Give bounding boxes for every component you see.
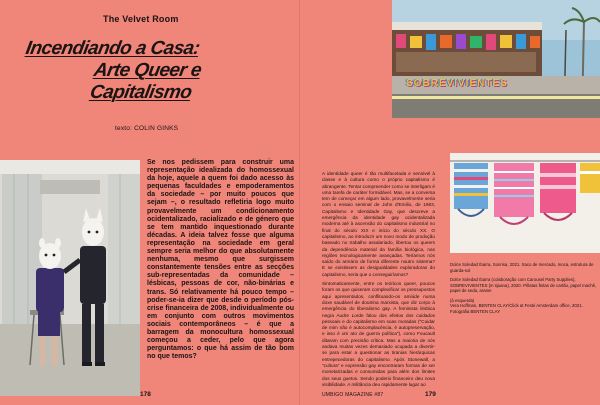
- page-number-left: 178: [140, 391, 151, 398]
- sobrevivientes-sign: SOBREVIVIENTES: [406, 78, 508, 89]
- masked-figures-illustration: [0, 160, 140, 396]
- caption-3: Vera Hoffman, BENTEN CLAY/Click at Festé Amsterdam office, 2021. Fotografia BENTEN CLAY: [450, 303, 583, 314]
- photo-captions: [450, 262, 598, 318]
- caption-3-label: (à esquerda): [450, 297, 475, 303]
- body-paragraph-1: A identidade queer é tão multifacetada e sensível à classe e à cultura como o próprio capitalismo é abrangente. Tentar compreender como se interligam é uma tarefa de caráter formidável. Mas, se a conversa tem de começar em algum lado, provavelmente seria com o ensaio seminal de John d'Emilio, de 1983, Capitalismo e Identidade Gay, que descreve a emergência da identidade gay ocidentalizada moderna até à ascensão do capitalismo industrial no final do século XIX e início do século XX. O capitalismo, ao introduzir um novo modo de produção baseado no trabalho assalariado, libertou os queers da dependência material da família biológica, nas regiões tecnologicamente avançadas. Teríamos nós saído do armário de forma diferente noutro sistema? E se existissem as desigualdades exploradoras do capitalismo, seria que o conseguiríamos?: [322, 171, 435, 277]
- body-text-left: Se nos pedissem para construir uma representação idealizada do homossexual da hoje, aquele a quem foi dado acesso às pequenas faculdades e empoderamentos da sociedade – por muito poucos que sejam –, o resultado refletiria logo muito provavelmente um condicionamento ocidentalizado, racializado e de género que se tem mantido inquestionado durante décadas. A ideia talvez fosse que alguma representação na sociedade em geral sempre seria melhor do que absolutamente nenhuma, mesmo que surgissem constantemente tensões entre as secções sub-representadas da comunidade – lésbicas, pessoas de cor, não-binárias e trans. Só relativamente há pouco tempo – poder-se-ia dizer que desde o período pós-crise financeira de 2008, individualmente ou em conjunto com outros movimentos sociais contemporâneos – é que a barragem da monocultura homossexual começou a ceder, pelo que agora perguntamos: o que há assim de tão bom no que temos?: [147, 159, 294, 361]
- body-text-right: [322, 171, 435, 391]
- photo-masked-figures: [0, 160, 140, 396]
- article-title: [16, 38, 298, 104]
- byline: texto: COLIN GINKS: [115, 125, 179, 132]
- section-title: The Velvet Room: [103, 14, 179, 24]
- article-title-line-1: Incendiando a Casa:: [24, 38, 202, 59]
- caption-2: Dolce Soledad Ibarra (colaboração com Carousel Party Supplies), SOBREVIVIENTES (in tijuana), 2020. Piñatas feitas de cartão, papel machê, papel de seda, arame: [450, 277, 597, 293]
- article-title-line-2: Arte Queer e Capitalismo: [88, 60, 203, 103]
- photo-pinata-stand: [392, 0, 600, 118]
- photo-textile-bags: [450, 153, 600, 253]
- page-number-right: 179: [425, 391, 436, 398]
- right-page: [300, 0, 600, 405]
- pinata-stand-illustration: [392, 0, 600, 118]
- caption-1: Dolce Soledad Ibarra, Sonrisa, 2021. Saco de mercado, moca, estrutura de guarda-sol: [450, 262, 594, 273]
- body-paragraph-2: Sintomaticamente, entre os teóricos queer, poucos foram os que quiseram complexificar os pressupostos aqui apresentados, conflituando-os amiúde numa doxe saudável de doutrina marxista, que diz corpo à emergência do liberalismo gay. A feminista lésbica negra Audre Lorde falou dos efeitos dos cuidados pessoais e do capitalismo em suas moradas ("Cuidar de mim não é autocomplacência, é autopreservação, e isso é um ato de guerra política"), como Foucault ditaram com precisão crítica. Mas a maioria de nós andava muitas vezes demasiado ocupada a divertir-se para estar a questionar as tiranias hierárquicas entrepecedoras do capitalismo. Após Stonewall, a "cultura" e expressão gay encontraram formas de ser monetarizadas e consumidas para além dos limites dos seus guetos. Sendo poderio financeiro deu nova visibilidade. A militância deu rapidamente lugar ao: [322, 281, 435, 387]
- textile-bags-illustration: [450, 153, 600, 253]
- magazine-name: UMBIGO MAGAZINE #87: [322, 392, 384, 398]
